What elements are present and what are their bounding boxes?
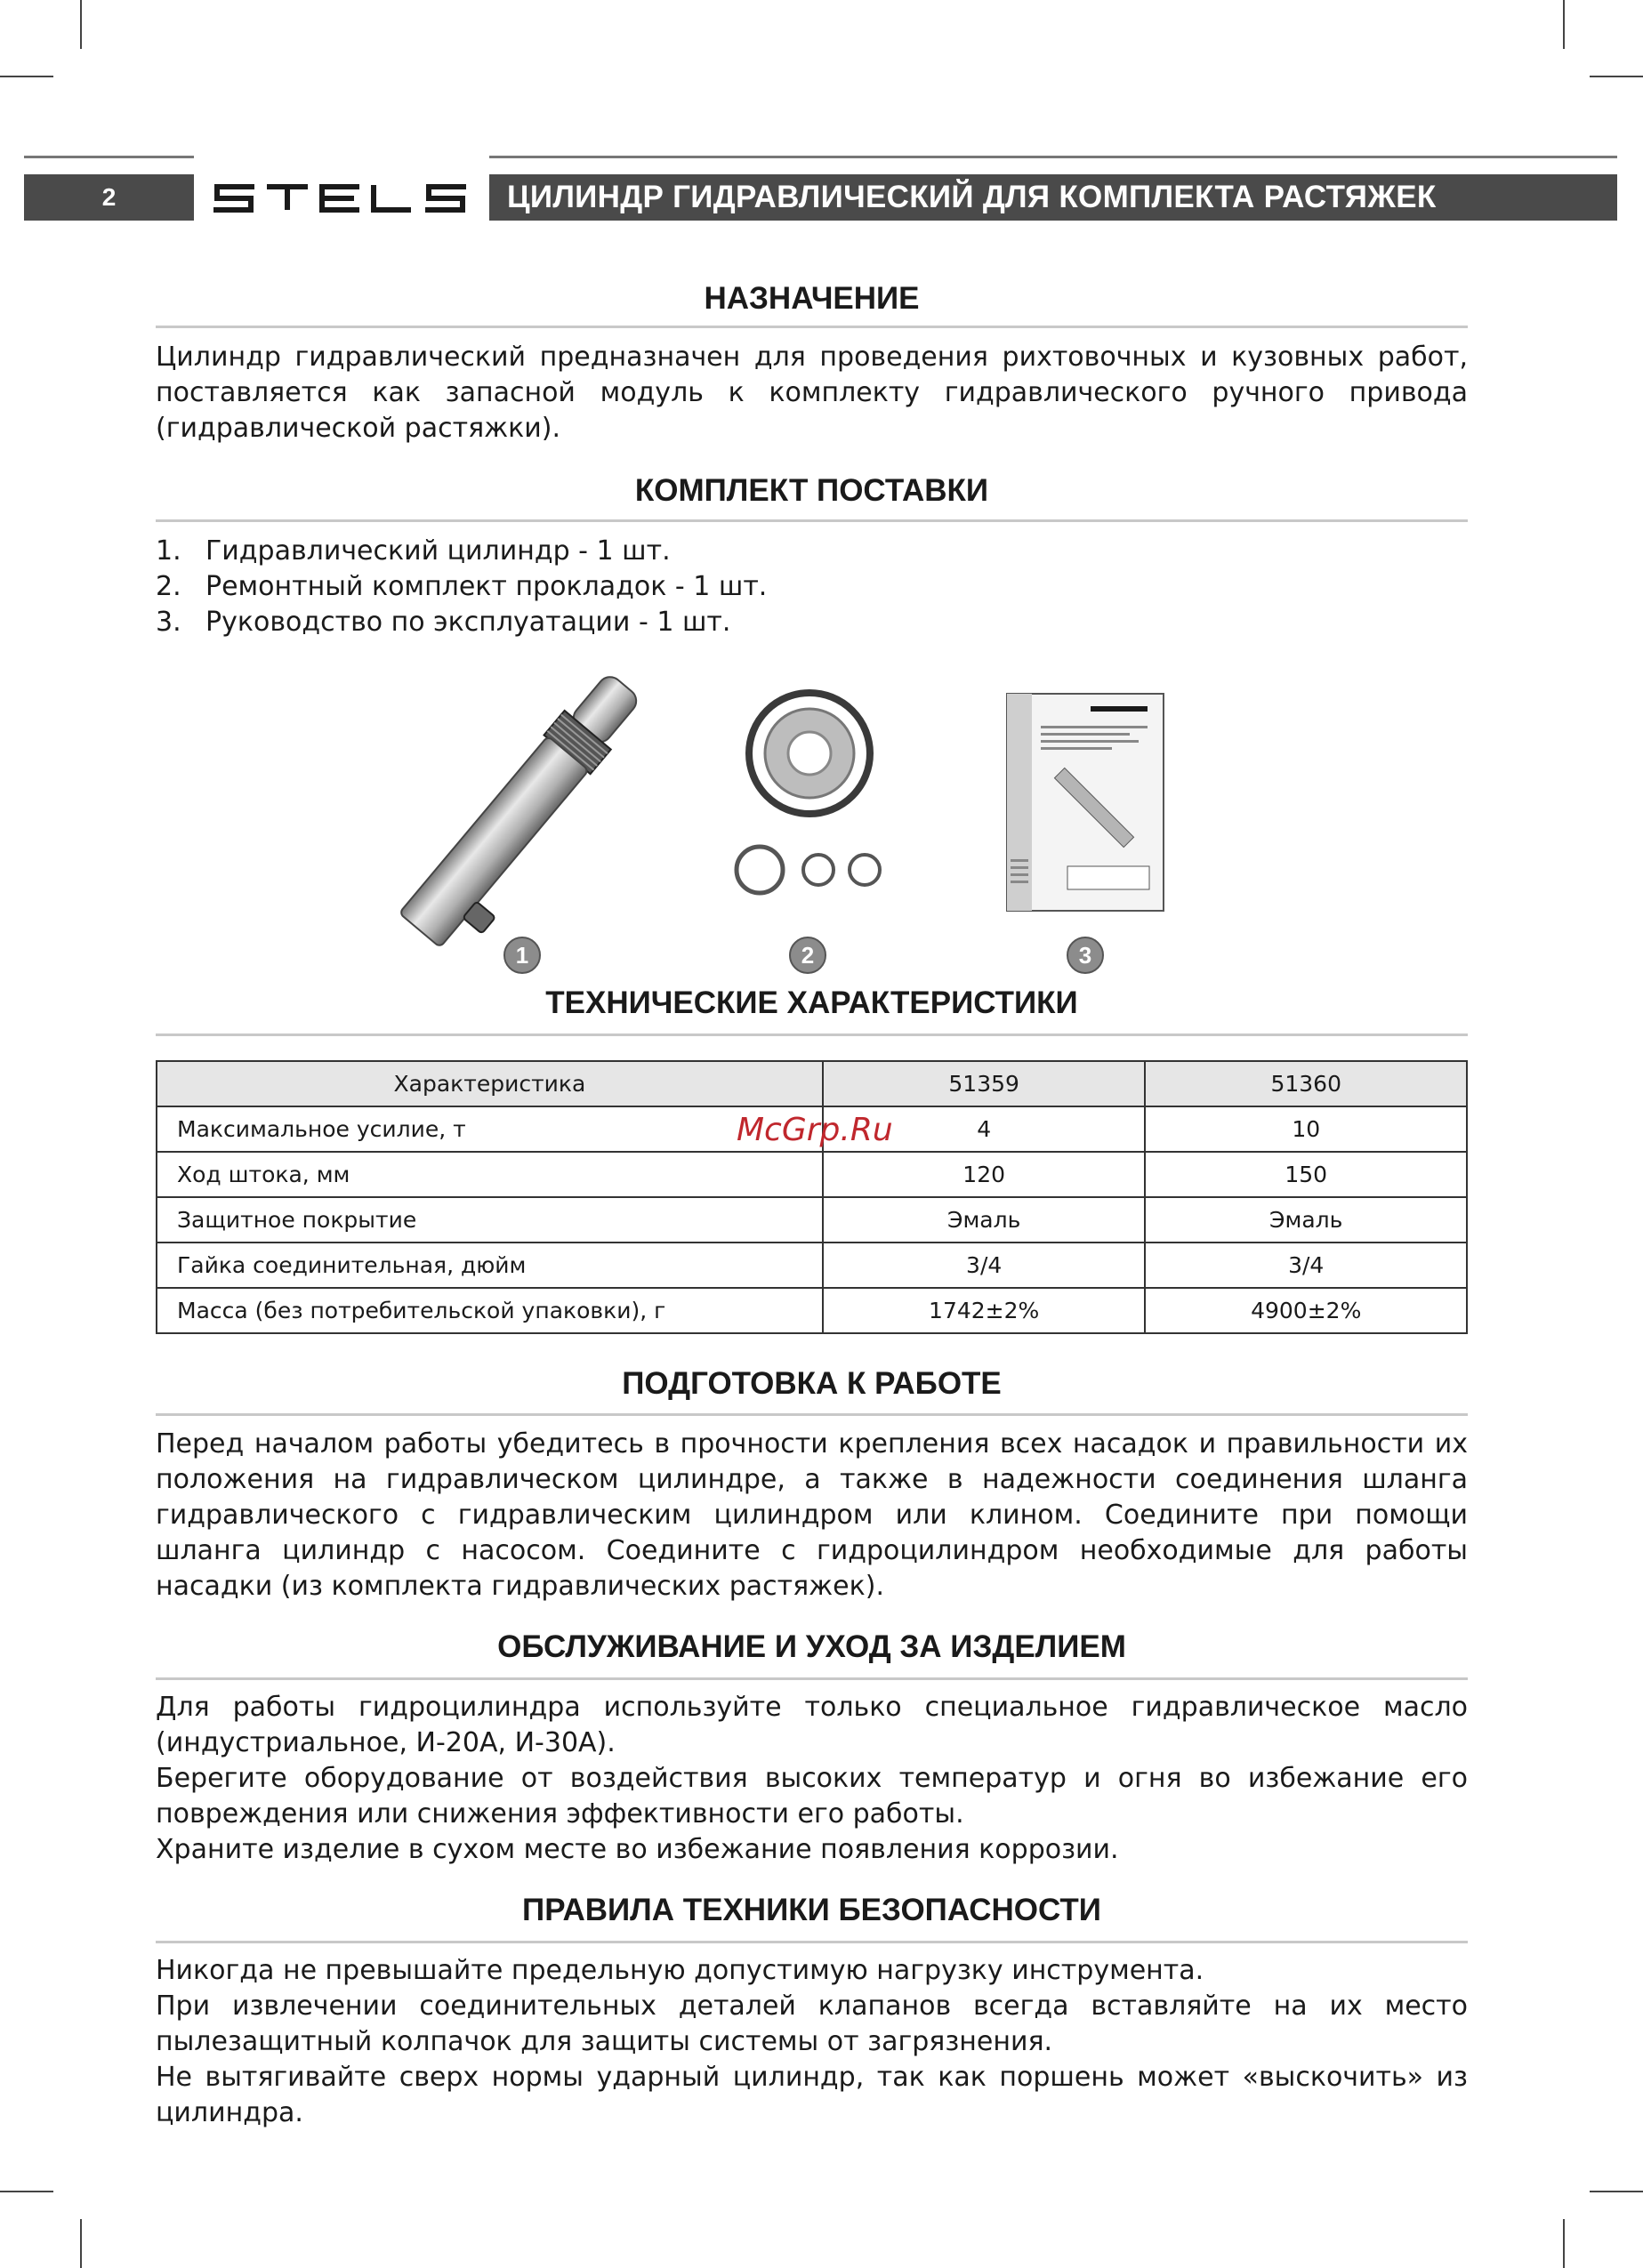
safety-paragraph: При извлечении соединительных деталей клапанов всегда вставляйте на их место пылезащитный колпачок для защиты системы от загрязнения.	[156, 1991, 1468, 2057]
table-row	[157, 1288, 1467, 1333]
package-list	[156, 534, 1468, 640]
section-rule	[156, 519, 1468, 522]
manual-booklet-illustration	[1005, 692, 1165, 913]
section-rule	[156, 1033, 1468, 1036]
table-cell: Ход штока, мм	[157, 1152, 823, 1197]
table-row	[157, 1152, 1467, 1197]
safety-paragraph: Не вытягивайте сверх нормы ударный цилиндр, так как поршень может «выскочить» из цилиндра.	[156, 2062, 1468, 2128]
section-title-preparation: ПОДГОТОВКА К РАБОТЕ	[622, 1366, 1002, 1401]
table-cell: Эмаль	[823, 1197, 1146, 1243]
list-item-text: Гидравлический цилиндр - 1 шт.	[205, 535, 671, 567]
table-header-cell: 51359	[823, 1061, 1146, 1106]
figure-label-1: 1	[503, 937, 541, 974]
table-cell: 1742±2%	[823, 1288, 1146, 1333]
safety-text	[156, 1953, 1468, 2131]
section-rule	[156, 1941, 1468, 1943]
purpose-text: Цилиндр гидравлический предназначен для проведения рихтовочных и кузовных работ, поставляется как запасной модуль к комплекту гидравлического ручного привода (гидравлической растяжки).	[156, 342, 1468, 444]
table-cell: 4	[823, 1106, 1146, 1152]
table-cell: 3/4	[823, 1243, 1146, 1288]
crop-mark	[1563, 0, 1565, 49]
list-item-number: 2.	[156, 571, 181, 602]
section-title-maintenance: ОБСЛУЖИВАНИЕ И УХОД ЗА ИЗДЕЛИЕМ	[497, 1629, 1126, 1664]
table-cell: Масса (без потребительской упаковки), г	[157, 1288, 823, 1333]
hydraulic-cylinder-illustration	[356, 658, 694, 952]
table-header-cell: Характеристика	[157, 1061, 823, 1106]
preparation-text: Перед началом работы убедитесь в прочности крепления всех насадок и правильности их положения на гидравлическом цилиндре, а также в надежности соединения шланга гидравлического с гидравлическим цилиндром или клином. Соедините при помощи шланга цилиндр с насосом. Соедините с гидроцилиндром необходимые для работы насадки (из комплекта гидравлических растяжек).	[156, 1428, 1468, 1602]
watermark: McGrp.Ru	[737, 1112, 893, 1148]
crop-mark	[80, 2219, 82, 2268]
stels-logo	[212, 183, 470, 213]
table-cell: Защитное покрытие	[157, 1197, 823, 1243]
section-rule	[156, 326, 1468, 328]
crop-mark	[0, 76, 53, 77]
table-cell: 150	[1145, 1152, 1467, 1197]
table-header-row	[157, 1061, 1467, 1106]
header-rule-left	[24, 156, 194, 158]
section-title-safety: ПРАВИЛА ТЕХНИКИ БЕЗОПАСНОСТИ	[522, 1893, 1101, 1927]
table-cell: 10	[1145, 1106, 1467, 1152]
specs-table	[156, 1060, 1468, 1334]
figure-label-2: 2	[789, 937, 826, 974]
list-item-number: 3.	[156, 607, 181, 638]
table-row	[157, 1243, 1467, 1288]
table-cell: Гайка соединительная, дюйм	[157, 1243, 823, 1288]
section-rule	[156, 1677, 1468, 1680]
crop-mark	[80, 0, 82, 49]
crop-mark	[0, 2191, 53, 2192]
crop-mark	[1563, 2219, 1565, 2268]
section-title-purpose: НАЗНАЧЕНИЕ	[704, 281, 920, 316]
list-item-text: Ремонтный комплект прокладок - 1 шт.	[205, 571, 768, 602]
table-cell: 3/4	[1145, 1243, 1467, 1288]
maintenance-paragraph: Храните изделие в сухом месте во избежание появления коррозии.	[156, 1834, 1119, 1865]
maintenance-text	[156, 1690, 1468, 1868]
header-rule-right	[489, 156, 1617, 158]
gasket-kit-illustration	[721, 689, 898, 903]
section-rule	[156, 1413, 1468, 1416]
maintenance-paragraph: Для работы гидроцилиндра используйте только специальное гидравлическое масло (индустриальное, И-20А, И-30А).	[156, 1692, 1468, 1758]
figure-label-3: 3	[1067, 937, 1104, 974]
page-number: 2	[24, 174, 194, 221]
table-row	[157, 1197, 1467, 1243]
list-item	[156, 534, 1468, 569]
list-item-text: Руководство по эксплуатации - 1 шт.	[205, 607, 731, 638]
maintenance-paragraph: Берегите оборудование от воздействия высоких температур и огня во избежание его повреждения или снижения эффективности его работы.	[156, 1763, 1468, 1830]
section-title-specs: ТЕХНИЧЕСКИЕ ХАРАКТЕРИСТИКИ	[545, 985, 1078, 1020]
list-item	[156, 569, 1468, 605]
list-item-number: 1.	[156, 535, 181, 567]
table-cell: Максимальное усилие, т	[157, 1106, 823, 1152]
table-cell: 120	[823, 1152, 1146, 1197]
section-title-package: КОМПЛЕКТ ПОСТАВКИ	[634, 473, 989, 508]
safety-paragraph: Никогда не превышайте предельную допустимую нагрузку инструмента.	[156, 1955, 1204, 1986]
crop-mark	[1590, 2191, 1643, 2192]
document-title: ЦИЛИНДР ГИДРАВЛИЧЕСКИЙ ДЛЯ КОМПЛЕКТА РАСТЯЖЕК	[489, 174, 1617, 221]
list-item	[156, 605, 1468, 640]
table-cell: Эмаль	[1145, 1197, 1467, 1243]
table-cell: 4900±2%	[1145, 1288, 1467, 1333]
crop-mark	[1590, 76, 1643, 77]
table-header-cell: 51360	[1145, 1061, 1467, 1106]
